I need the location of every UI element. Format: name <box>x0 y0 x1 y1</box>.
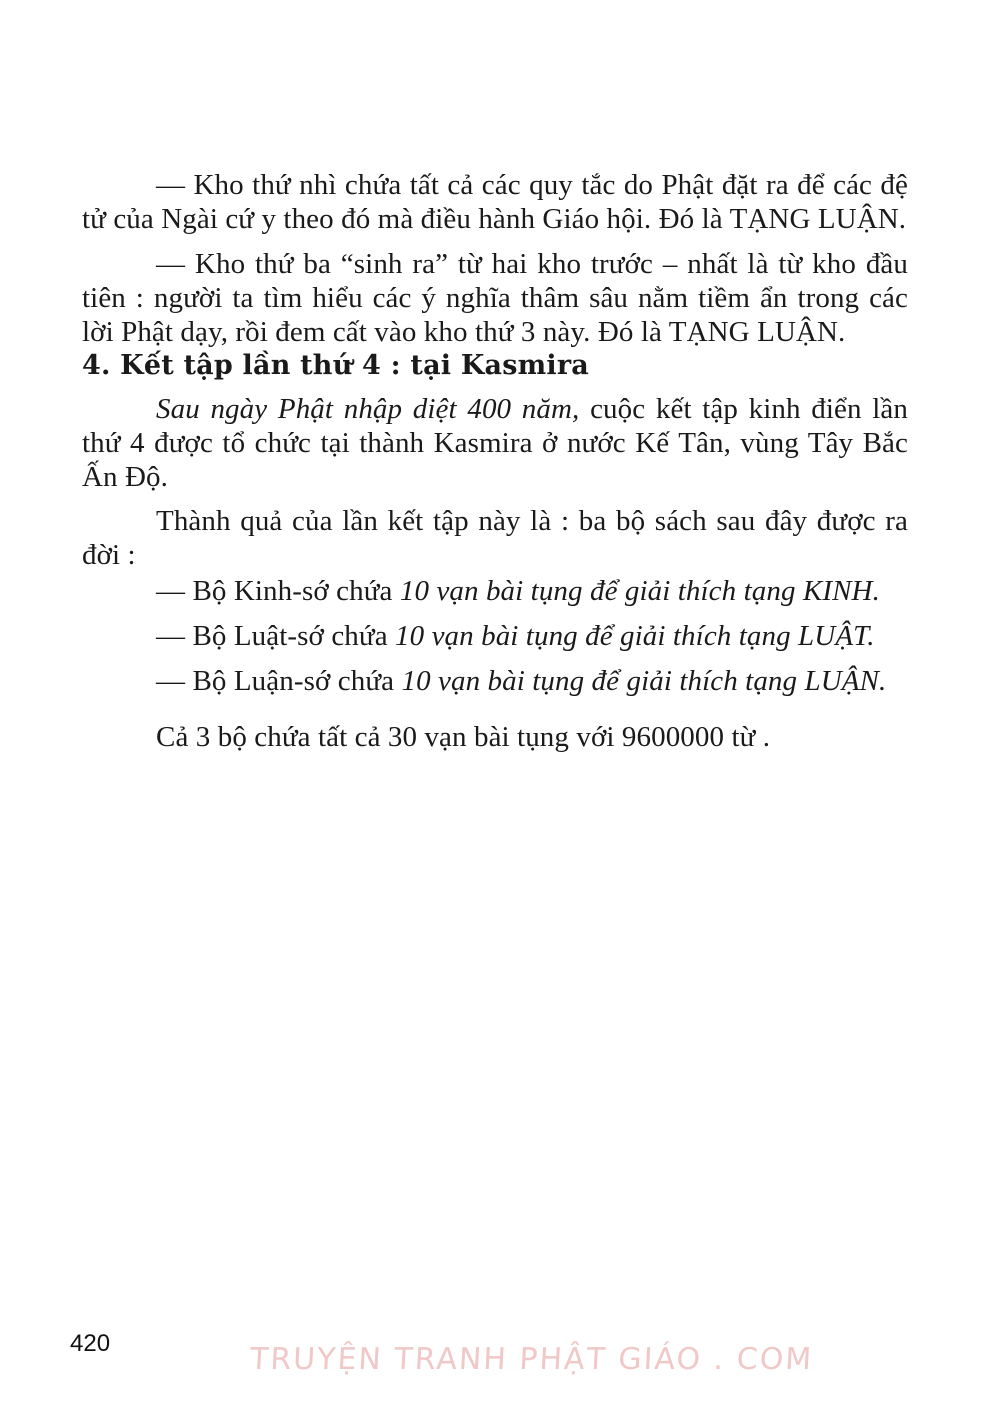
list-item-italic: 10 vạn bài tụng để giải thích tạng LUẬT. <box>395 620 875 652</box>
list-item-prefix: — Bộ Kinh-sớ chứa <box>156 575 400 607</box>
paragraph-closing: Cả 3 bộ chứa tất cả 30 vạn bài tụng với 9600000 từ . <box>156 721 771 753</box>
intro-italic-phrase: Sau ngày Phật nhập diệt 400 năm, <box>156 393 580 425</box>
list-item-prefix: — Bộ Luận-sớ chứa <box>156 665 402 697</box>
list-item <box>82 574 908 608</box>
list-item <box>82 619 908 653</box>
watermark: TRUYỆN TRANH PHẬT GIÁO . COM <box>249 1342 815 1377</box>
paragraph-intro <box>82 392 908 494</box>
list-item-italic: 10 vạn bài tụng để giải thích tạng KINH. <box>399 575 880 607</box>
paragraph-third-storehouse: — Kho thứ ba “sinh ra” từ hai kho trước – nhất là từ kho đầu tiên : người ta tìm hiểu các ý nghĩa thâm sâu nằm tiềm ẩn trong các lời Phật dạy, rồi đem cất vào kho thứ 3 này. Đó là TẠNG LUẬN. <box>82 248 908 348</box>
intro-text: cuộc kết tập kinh điển lần thứ 4 được tổ chức tại thành Kasmira ở nước Kế Tân, vùng Tây Bắc Ấn Độ. <box>82 393 908 493</box>
section-heading: 4. Kết tập lần thứ 4 : tại Kasmira <box>82 350 589 381</box>
page-body <box>82 168 908 754</box>
list-item-prefix: — Bộ Luật-sớ chứa <box>156 620 396 652</box>
paragraph-result: Thành quả của lần kết tập này là : ba bộ sách sau đây được ra đời : <box>82 505 908 571</box>
list-item <box>82 664 908 698</box>
page-number: 420 <box>70 1330 111 1357</box>
paragraph-second-storehouse: — Kho thứ nhì chứa tất cả các quy tắc do Phật đặt ra để các đệ tử của Ngài cứ y theo đó mà điều hành Giáo hội. Đó là TẠNG LUẬN. <box>82 169 908 235</box>
list-item-italic: 10 vạn bài tụng để giải thích tạng LUẬN. <box>401 665 887 697</box>
